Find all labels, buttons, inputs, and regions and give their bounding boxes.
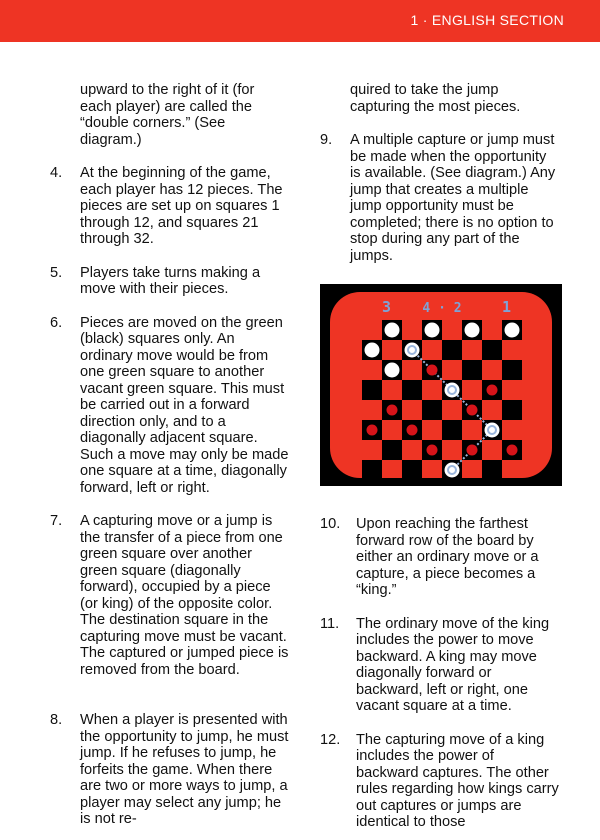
rule-item-5 [50,265,290,298]
rule-number: 9. [320,132,333,148]
rule-text: The ordinary move of the king includes the power to move backward. A king may move diagonally forward or backward, left or right, one vacant square at a time. [356,615,550,714]
board-square [362,440,382,460]
continued-paragraph: upward to the right of it (for each player) are called the “double corners.” (See diagram.) [80,82,255,148]
white-checker-piece [445,383,460,398]
board-square [502,380,522,400]
rule-item-12 [320,732,560,831]
red-checker-piece [467,445,478,456]
white-checker-piece [465,323,480,338]
board-square [422,340,442,360]
white-checker-piece [385,363,400,378]
rule-text: Pieces are moved on the green (black) squares only. An ordinary move would be from one green square to another vacant green square. This must be carried out in a forward direction only, and to a diagonally adjacent square. Such a move may only be made one square at a time, diagonally forward, left or right. [80,314,289,496]
red-checker-piece [487,385,498,396]
rule-number: 8. [50,712,63,728]
white-checker-piece [385,323,400,338]
board-square [442,400,462,420]
rule-text: A multiple capture or jump must be made when the opportunity is available. (See diagram.) Any jump that creates a multiple jump opportunity must be completed; there is no option to stop during any part of the jumps. [350,132,556,264]
game-info: 4 · 2 [422,301,462,316]
rule-text: A capturing move or a jump is the transfer of a piece from one green square over another green square (diagonally forward), occupied by a piece (or king) of the opposite color. The destination square in the capturing move must be vacant. The captured or jumped piece is removed from the board. [80,513,289,678]
board-square [402,460,422,478]
board-square [422,380,442,400]
board-square [402,440,422,460]
board-square [442,420,462,440]
rule-number: 10. [320,516,341,532]
board-square [442,360,462,380]
rule-number: 11. [320,615,340,632]
checkers-diagram [320,284,562,486]
board-square [382,340,402,360]
board-square [362,400,382,420]
board-square [502,340,522,360]
board-square [402,380,422,400]
board-square [422,400,442,420]
board-square [462,340,482,360]
board-square [422,420,442,440]
section-title: 1 · ENGLISH SECTION [410,12,564,28]
board-square [482,360,502,380]
board-square [482,400,502,420]
board-square [502,400,522,420]
board-square [402,400,422,420]
board-square [402,360,422,380]
board-square [362,460,382,478]
board-square [362,360,382,380]
white-checker-piece [425,323,440,338]
board-square [482,460,502,478]
rule-text: Upon reaching the farthest forward row of the board by either an ordinary move or a capture, a piece becomes a “king.” [356,516,539,598]
white-checker-piece [405,343,420,358]
header-bar [0,0,600,42]
board-square [382,460,402,478]
white-checker-piece [445,463,460,478]
board-square [382,420,402,440]
board-square [462,380,482,400]
right-column-bottom [320,516,560,831]
board-square [442,340,462,360]
right-column-top [320,82,560,264]
board-square [462,420,482,440]
red-checker-piece [427,445,438,456]
rule-number: 12. [320,731,341,748]
board-square [422,460,442,478]
rule-text: At the beginning of the game, each player has 12 pieces. The pieces are set up on squares 1 through 12, and squares 21 through 32. [80,165,283,247]
board-square [442,440,462,460]
board-square [462,360,482,380]
board-square [362,320,382,340]
rule-number: 5. [50,264,63,281]
white-checker-piece [505,323,520,338]
board-square [482,340,502,360]
red-checker-piece [507,445,518,456]
rule-item-11 [320,616,560,715]
rule-item-10 [320,516,560,599]
board-square [462,460,482,478]
red-checker-piece [367,425,378,436]
rule-item-8 [50,712,290,828]
red-checker-piece [427,365,438,376]
rule-item-9 [320,132,560,264]
board-square [482,320,502,340]
checkerboard [330,292,552,478]
rule-item-4 [50,165,290,248]
board-square [382,440,402,460]
rule-number: 4. [50,165,63,181]
rule-item-6 [50,315,290,497]
rule-text: The capturing move of a king includes the power of backward captures. The other rules regarding how kings carry out captures or jumps are identical to those [356,731,559,830]
rule-number: 6. [50,314,63,331]
red-checker-piece [387,405,398,416]
continued-paragraph: quired to take the jump capturing the most pieces. [350,82,521,115]
board-square [362,380,382,400]
board-square [502,420,522,440]
rule-text: Players take turns making a move with their pieces. [80,264,261,297]
board-square [442,320,462,340]
rule-number: 7. [50,513,63,529]
white-checker-piece [485,423,500,438]
board-square [502,360,522,380]
board-square [482,440,502,460]
tv-screen [330,292,552,478]
score-left: 3 [382,298,392,316]
left-column [50,82,290,828]
white-checker-piece [365,343,380,358]
red-checker-piece [467,405,478,416]
board-square [402,320,422,340]
score-right: 1 [502,298,512,316]
red-checker-piece [407,425,418,436]
rule-text: When a player is presented with the opportunity to jump, he must jump. If he refuses to jump, he forfeits the game. When there are two or more ways to jump, a player may select any jump; he is not re- [80,712,289,827]
board-square [382,380,402,400]
board-square [502,460,522,478]
rule-item-7 [50,513,290,678]
